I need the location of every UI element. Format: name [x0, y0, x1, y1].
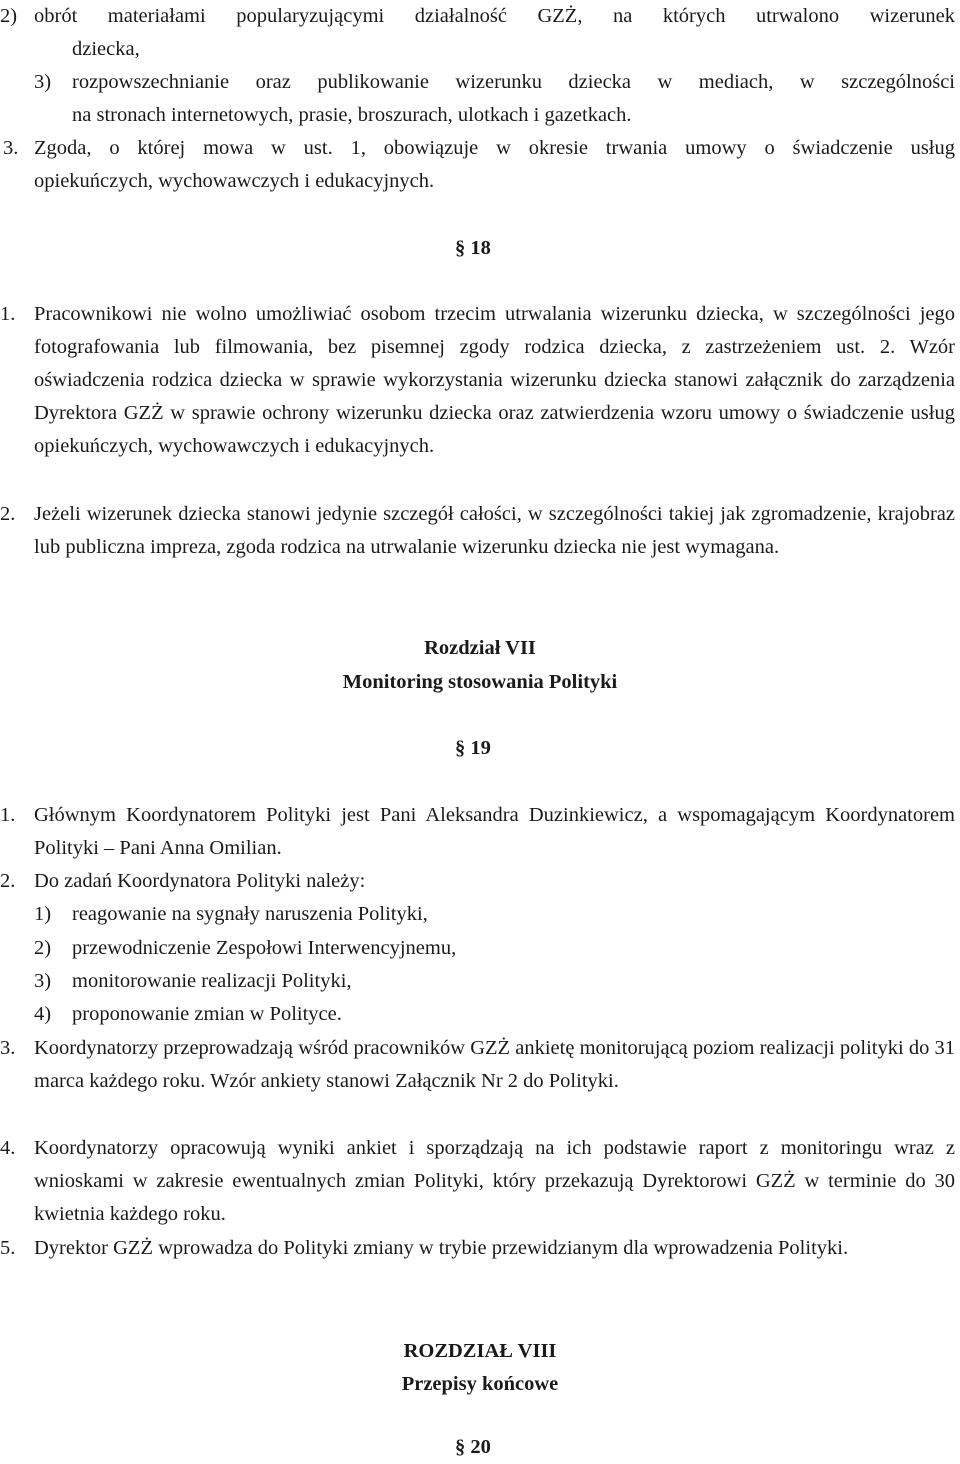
- section-heading-20: § 20: [455, 1436, 491, 1458]
- chapter-title: ROZDZIAŁ VIII: [403, 1340, 557, 1362]
- paragraph-number: 5.: [0, 1237, 16, 1259]
- list-item-text: monitorowanie realizacji Polityki,: [72, 970, 352, 992]
- paragraph-number: 1.: [0, 804, 16, 826]
- paragraph-number: 1.: [0, 303, 16, 325]
- paragraph-number: 3.: [3, 137, 19, 159]
- list-item-number: 1): [34, 903, 52, 925]
- paragraph-text: Pracownikowi nie wolno umożliwiać osobom trzecim utrwalania wizerunku dziecka, w szczególności jego fotografowania lub filmowania, bez pisemnej zgody rodzica dziecka, z zastrzeżeniem ust. 2. Wzór oświadczenia rodzica dziecka w sprawie wykorzystania wizerunku dziecka stanowi załącznik do zarządzenia Dyrektora GZŻ w sprawie ochrony wizerunku dziecka oraz zatwierdzenia wzoru umowy o świadczenie usług opiekuńczych, wychowawczych i edukacyjnych.: [34, 303, 955, 457]
- chapter-subtitle: Monitoring stosowania Polityki: [342, 671, 618, 693]
- paragraph-text: Dyrektor GZŻ wprowadza do Polityki zmiany w trybie przewidzianym dla wprowadzenia Polityki.: [34, 1237, 849, 1259]
- list-item-number: 4): [34, 1003, 52, 1025]
- list-item-text: dziecka,: [72, 38, 140, 60]
- paragraph-text: Jeżeli wizerunek dziecka stanowi jedynie szczegół całości, w szczególności takiej jak zgromadzenie, krajobraz lub publiczna impreza, zgoda rodzica na utrwalanie wizerunku dziecka nie jest wymagana.: [34, 503, 955, 558]
- section-heading-18: § 18: [455, 237, 491, 259]
- list-item-text: na stronach internetowych, prasie, broszurach, ulotkach i gazetkach.: [72, 104, 632, 126]
- chapter-title: Rozdział VII: [424, 637, 536, 659]
- list-item-number: 3): [34, 71, 52, 93]
- list-item-text: obrót materiałami popularyzującymi działalność GZŻ, na których utrwalono wizerunek: [34, 5, 955, 27]
- paragraph-text: opiekuńczych, wychowawczych i edukacyjnych.: [34, 170, 435, 192]
- list-item-number: 2): [34, 937, 52, 959]
- paragraph-text: Koordynatorzy przeprowadzają wśród pracowników GZŻ ankietę monitorującą poziom realizacji polityki do 31 marca każdego roku. Wzór ankiety stanowi Załącznik Nr 2 do Polityki.: [34, 1037, 955, 1092]
- list-item-text: proponowanie zmian w Polityce.: [72, 1003, 342, 1025]
- chapter-subtitle: Przepisy końcowe: [401, 1373, 559, 1395]
- list-item-text: reagowanie na sygnały naruszenia Polityki,: [72, 903, 428, 925]
- paragraph-text: Do zadań Koordynatora Polityki należy:: [34, 870, 366, 892]
- list-item-text: przewodniczenie Zespołowi Interwencyjnemu,: [72, 937, 457, 959]
- paragraph-number: 3.: [0, 1037, 16, 1059]
- list-item-number: 2): [0, 5, 18, 27]
- paragraph-text: Koordynatorzy opracowują wyniki ankiet i sporządzają na ich podstawie raport z monitoringu wraz z wnioskami w zakresie ewentualnych zmian Polityki, który przekazują Dyrektorowi GZŻ w terminie do 30 kwietnia każdego roku.: [34, 1137, 955, 1225]
- paragraph-text: Głównym Koordynatorem Polityki jest Pani Aleksandra Duzinkiewicz, a wspomagającym Koordynatorem Polityki – Pani Anna Omilian.: [34, 804, 955, 859]
- section-heading-19: § 19: [455, 737, 491, 759]
- paragraph-number: 2.: [0, 503, 16, 525]
- paragraph-number: 4.: [0, 1137, 16, 1159]
- list-item-text: rozpowszechnianie oraz publikowanie wizerunku dziecka w mediach, w szczególności: [72, 71, 955, 93]
- paragraph-text: Zgoda, o której mowa w ust. 1, obowiązuje w okresie trwania umowy o świadczenie usług: [34, 137, 955, 159]
- paragraph-number: 2.: [0, 870, 16, 892]
- list-item-number: 3): [34, 970, 52, 992]
